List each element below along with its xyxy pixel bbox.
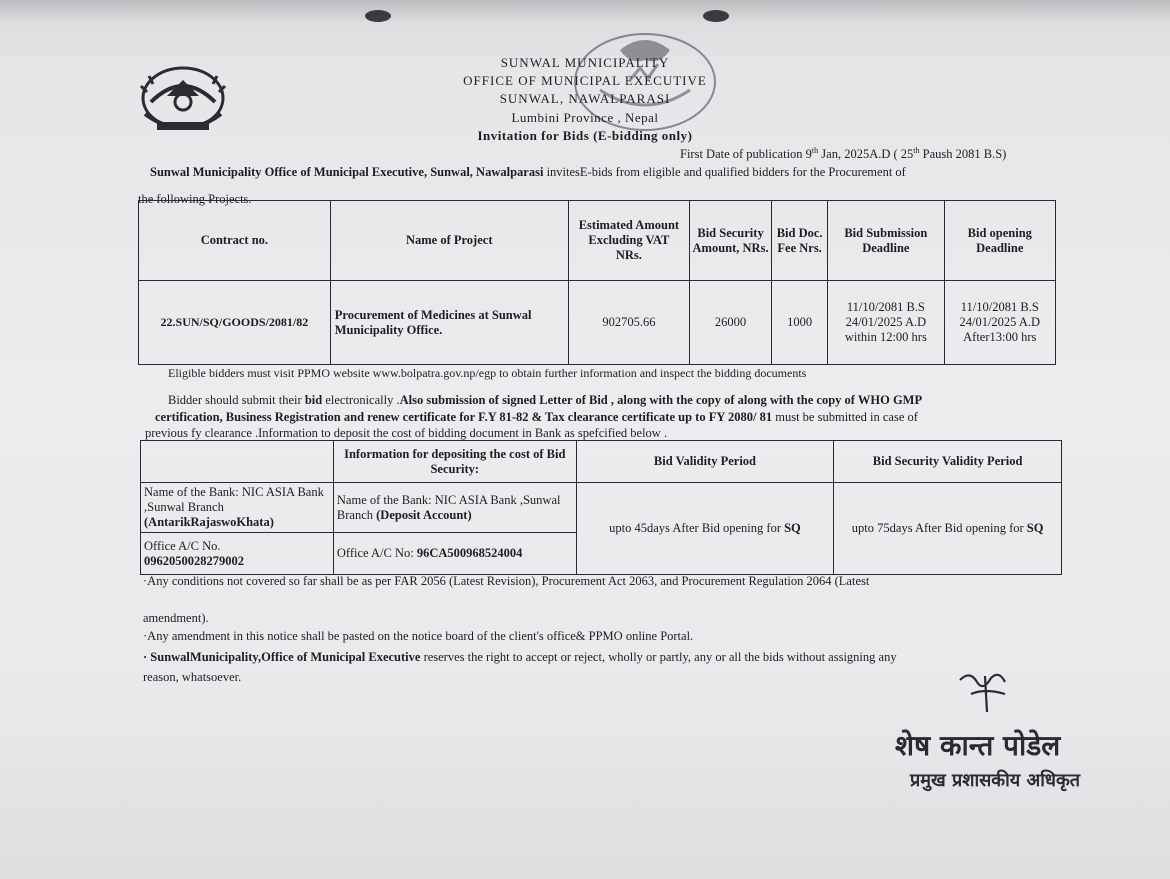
left-office-cell: Office A/C No. 0962050028279002 (141, 533, 334, 575)
binder-hole (365, 10, 391, 22)
col-bid-validity: Bid Validity Period (576, 441, 834, 483)
contract-no-cell: 22.SUN/SQ/GOODS/2081/82 (139, 281, 331, 365)
submission-paragraph-line2: certification, Business Registration and renew certificate for F.Y 81-82 & Tax clearance certificate up to FY 2080/ 81 must be submitted in case of (155, 410, 918, 424)
opening-cell: 11/10/2081 B.S 24/01/2025 A.D After13:00 hrs (944, 281, 1055, 365)
col-security-validity: Bid Security Validity Period (834, 441, 1062, 483)
table-row (141, 483, 1062, 533)
signature-block (890, 668, 1090, 818)
submission-cell: 11/10/2081 B.S 24/01/2025 A.D within 12:00 hrs (828, 281, 944, 365)
bid-validity-cell: upto 45days After Bid opening for SQ (576, 483, 834, 575)
mid-bank-cell: Name of the Bank: NIC ASIA Bank ,Sunwal Branch (Deposit Account) (333, 483, 576, 533)
security-validity-cell: upto 75days After Bid opening for SQ (834, 483, 1062, 575)
reserve-paragraph: · SunwalMunicipality,Office of Municipal Executive reserves the right to accept or reject, wholly or partly, any or all the bids without assigning any (143, 650, 897, 664)
left-bank-cell: Name of the Bank: NIC ASIA Bank ,Sunwal Branch (AntarikRajaswoKhata) (141, 483, 334, 533)
province: Lumbini Province , Nepal (511, 110, 659, 125)
amendment-notice: ·Any amendment in this notice shall be pasted on the notice board of the client's office& PPMO online Portal. (143, 629, 694, 643)
amount-cell: 902705.66 (568, 281, 689, 365)
submission-paragraph: Bidder should submit their bid electronically .Also submission of signed Letter of Bid , along with the copy of along with the copy of WHO GMP (168, 393, 923, 407)
mid-office-cell: Office A/C No: 96CA500968524004 (333, 533, 576, 575)
col-bid-doc-fee: Bid Doc. Fee Nrs. (772, 201, 828, 281)
conditions-paragraph-line2: amendment). (143, 611, 209, 625)
col-bid-security: Bid Security Amount, NRs. (690, 201, 772, 281)
publication-date: First Date of publication 9th Jan, 2025A.D ( 25th Paush 2081 B.S) (680, 146, 1007, 162)
eligible-bidders-paragraph: Eligible bidders must visit PPMO website www.bolpatra.gov.np/egp to obtain further information and inspect the bidding documents (168, 366, 807, 380)
paper-top-fold (0, 0, 1170, 22)
security-cell: 26000 (690, 281, 772, 365)
office-name: OFFICE OF MUNICIPAL EXECUTIVE (463, 73, 707, 88)
municipality-name: SUNWAL MUNICIPALITY (500, 55, 670, 70)
col-project-name: Name of Project (330, 201, 568, 281)
blank-header-cell (141, 441, 334, 483)
reserve-paragraph-line2: reason, whatsoever. (143, 670, 242, 684)
table-row (139, 281, 1056, 365)
contract-table (138, 200, 1056, 365)
handwritten-signature (955, 668, 1015, 718)
col-contract-no: Contract no. (139, 201, 331, 281)
col-opening-deadline: Bid opening Deadline (944, 201, 1055, 281)
bank-deposit-table (140, 440, 1062, 575)
office-location: SUNWAL, NAWALPARASI (499, 91, 671, 106)
col-deposit-info: Information for depositing the cost of Bid Security: (333, 441, 576, 483)
officer-name: शेष कान्त पोडेल (895, 729, 1061, 762)
intro-paragraph: Sunwal Municipality Office of Municipal Executive, Sunwal, Nawalparasi invitesE-bids from eligible and qualified bidders for the Procurement of (150, 165, 906, 179)
conditions-paragraph: ·Any conditions not covered so far shall be as per FAR 2056 (Latest Revision), Procurement Act 2063, and Procurement Regulation 2064 (Latest (143, 574, 870, 588)
submission-paragraph-line3: previous fy clearance .Information to deposit the cost of bidding document in Bank as spefcified below . (145, 426, 668, 440)
notice-title: Invitation for Bids (E-bidding only) (477, 128, 693, 143)
fee-cell: 1000 (772, 281, 828, 365)
intro-paragraph-line2: the following Projects. (138, 192, 252, 206)
col-submission-deadline: Bid Submission Deadline (828, 201, 944, 281)
project-name-cell: Procurement of Medicines at Sunwal Municipality Office. (330, 281, 568, 365)
officer-title: प्रमुख प्रशासकीय अधिकृत (910, 770, 1081, 791)
col-estimated-amount: Estimated Amount Excluding VAT NRs. (568, 201, 689, 281)
